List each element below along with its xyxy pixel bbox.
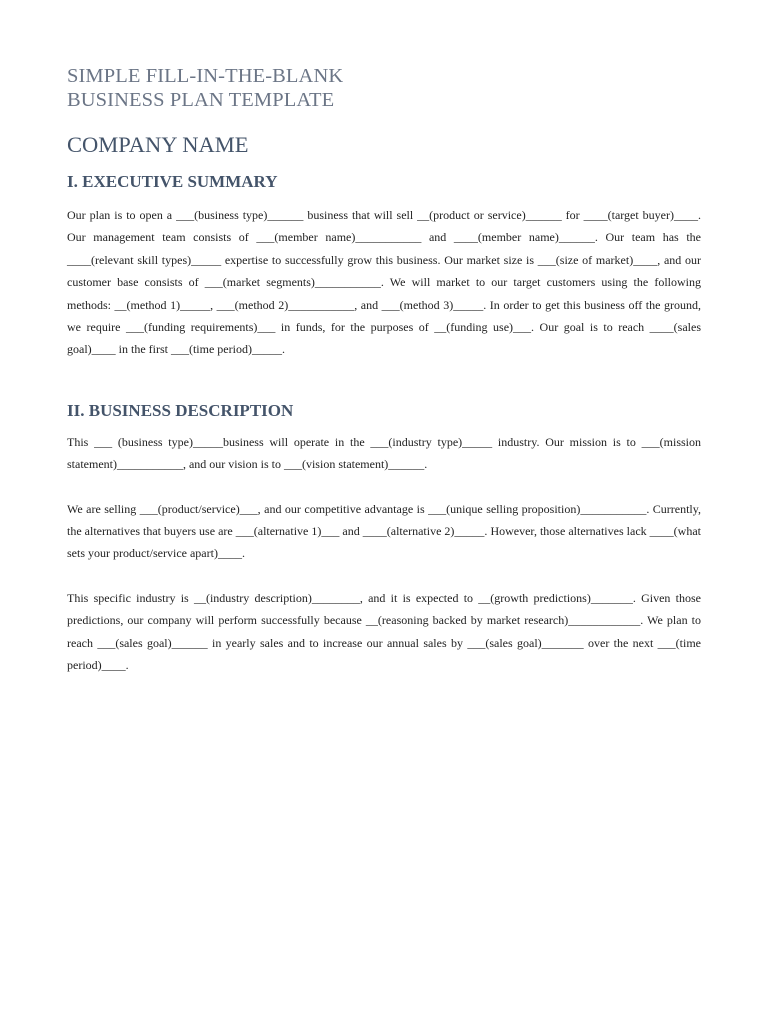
executive-summary-paragraph: Our plan is to open a ___(business type)______ business that will sell __(product or service)______ for ____(target buyer)____. Our management team consists of ___(member name)___________ and ____(member name)______. Our team has the ____(relevant skill types)_____ expertise to successfully grow this business. Our market size is ___(size of market)____, and our customer base consists of ___(market segments)___________. We will market to our target customers using the following methods: __(method 1)_____, ___(method 2)___________, and ___(method 3)_____. In order to get this business off the ground, we require ___(funding requirements)___ in funds, for the purposes of __(funding use)___. Our goal is to reach ____(sales goal)____ in the first ___(time period)_____. [67,208,701,357]
business-description-heading: II. BUSINESS DESCRIPTION [67,400,294,420]
business-description-paragraph-3: This specific industry is __(industry description)________, and it is expected to __(growth predictions)_______. Given those predictions, our company will perform successfully because __(reasoning backed by market research)____________. We plan to reach ___(sales goal)______ in yearly sales and to increase our annual sales by ___(sales goal)_______ over the next ___(time period)____. [67,590,701,673]
document-title-line-1: SIMPLE FILL-IN-THE-BLANK [67,65,344,87]
document-title-line-2: BUSINESS PLAN TEMPLATE [67,89,335,111]
company-name: COMPANY NAME [67,132,249,157]
document-page [67,64,701,677]
business-description-paragraph-2: We are selling ___(product/service)___, and our competitive advantage is ___(unique selling proposition)___________. Currently, the alternatives that buyers use are ___(alternative 1)___ and ____(alternative 2)_____. However, those alternatives lack ____(what sets your product/service apart)____. [67,501,701,561]
executive-summary-section [67,172,701,361]
business-description-section [67,401,701,677]
business-description-paragraph-1: This ___ (business type)_____business will operate in the ___(industry type)_____ industry. Our mission is to ___(mission statement)___________, and our vision is to ___(vision statement)______. [67,434,701,472]
document-title [67,64,701,112]
executive-summary-heading: I. EXECUTIVE SUMMARY [67,172,278,191]
